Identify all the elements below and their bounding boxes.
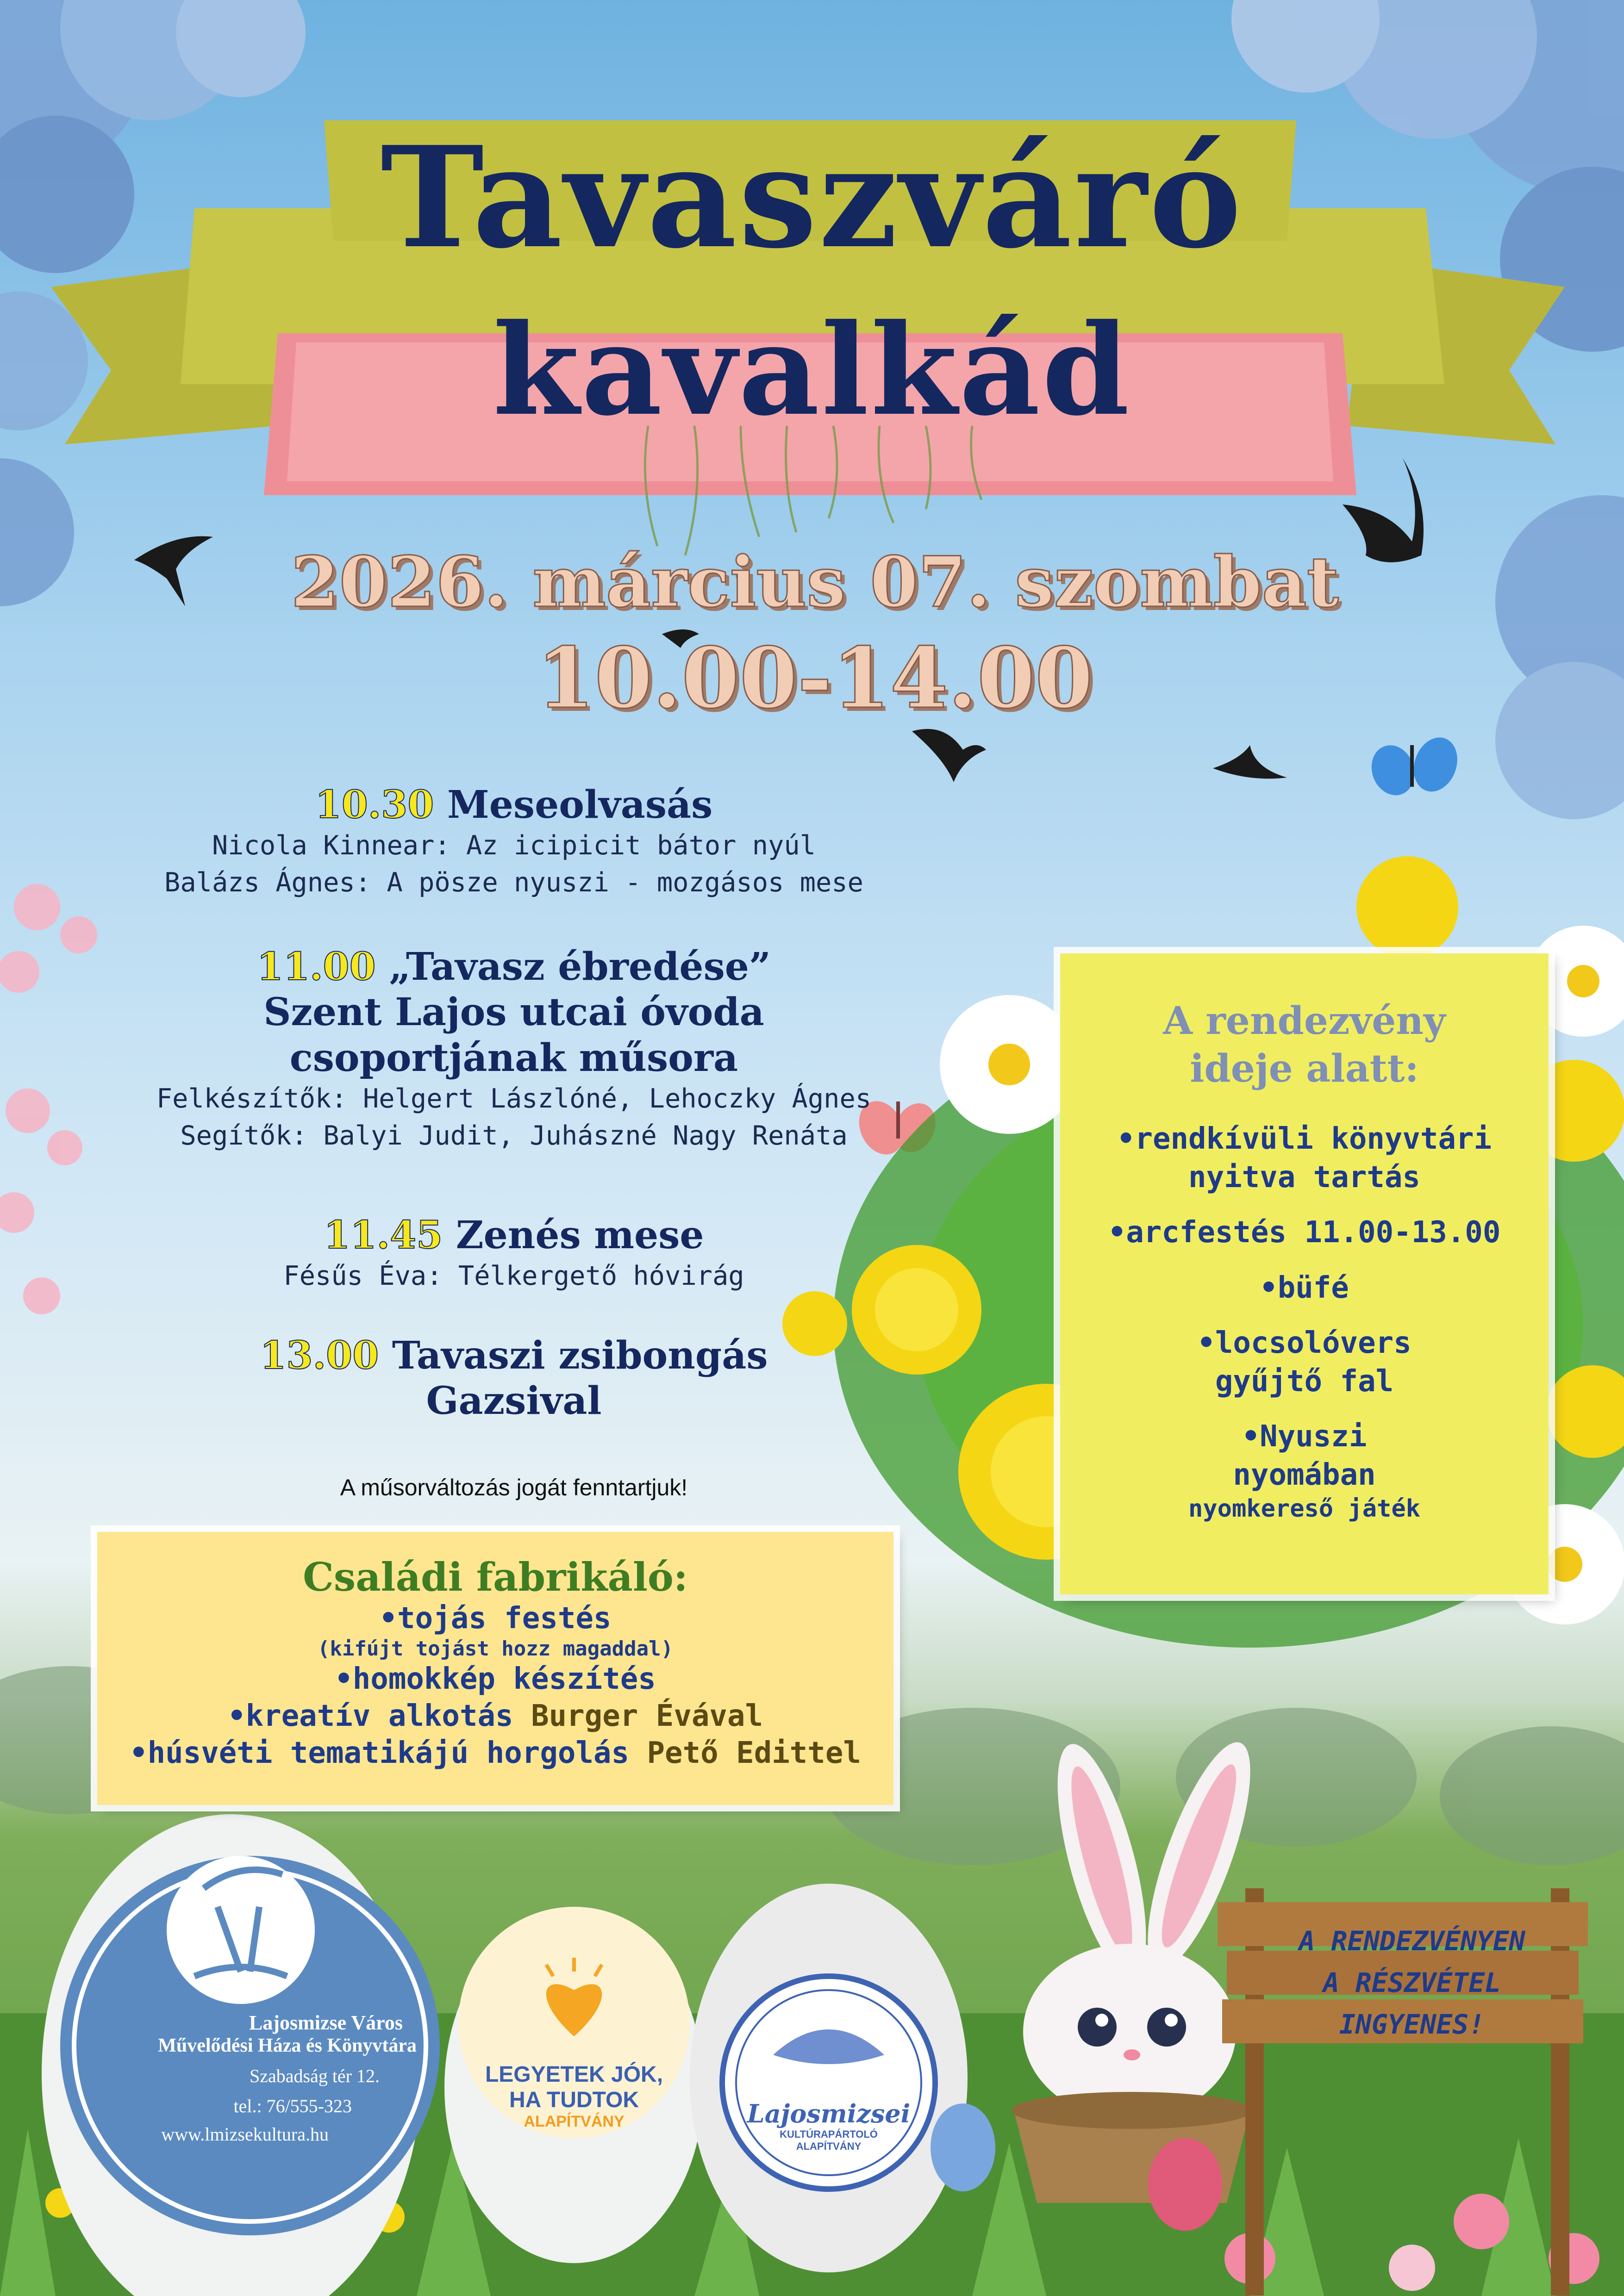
lajosmizsei-logo [722,1976,935,2189]
info-item: •büfé [1260,1270,1349,1305]
workshop-item [97,1698,893,1735]
programme-time: 13.00 [260,1333,379,1378]
foundation-2-line-1: Lajosmizsei [747,2099,911,2128]
programme-title-2: Szent Lajos utcai óvoda [263,990,764,1035]
title-line-1: Tavaszváró [381,116,1243,279]
organizer-name-1: Lajosmizse Város [249,2011,403,2034]
info-item-sub: nyomkereső játék [1188,1494,1420,1523]
butterfly-icon [1365,731,1465,801]
programme-item-1 [93,782,935,902]
programme-item-3 [93,1213,935,1295]
info-item: nyitva tartás [1188,1160,1420,1195]
info-heading-1: A rendezvény [1163,999,1446,1043]
info-item: nyomában [1233,1458,1376,1493]
sign-line-1: A RENDEZVÉNYEN [1299,1925,1525,1957]
programme-title: Zenés mese [456,1213,704,1257]
programme-time: 11.45 [324,1213,443,1257]
programme-time: 10.30 [315,783,434,827]
organizer-address: Szabadság tér 12. [249,2066,380,2086]
programme-detail: Balázs Ágnes: A pösze nyuszi - mozgásos mese [164,867,863,898]
organizer-logo-text [79,2011,421,2145]
programme-item-2 [93,944,935,1155]
info-item: gyűjtő fal [1215,1364,1394,1399]
title-line-2: kavalkád [493,296,1131,443]
workshop-box [97,1532,893,1805]
programme-detail: Segítők: Balyi Judit, Juhászné Nagy Renáta [180,1120,848,1151]
workshop-heading: Családi fabrikáló: [303,1554,688,1600]
workshop-item: •homokkép készítés [335,1662,656,1696]
workshop-item-name: Pető Edittel [647,1736,861,1770]
programme-detail: Felkészítők: Helgert Lászlóné, Lehoczky Ágnes [156,1083,872,1114]
programme-item-4 [93,1333,935,1424]
programme-note [93,1474,935,1501]
programme-title: „Tavasz ébredése” [389,945,771,989]
info-item: •locsolóvers [1197,1325,1412,1360]
info-item: •Nyuszi [1242,1419,1367,1454]
workshop-item-sub: (kifújt tojást hozz magaddal) [317,1637,674,1661]
programme-title: Tavaszi zsibongás [392,1333,768,1378]
foundation-1-text [477,2062,671,2131]
event-time: 10.00-14.00 [537,629,1093,727]
event-date: 2026. március 07. szombat [291,541,1339,623]
programme-detail: Nicola Kinnear: Az icipicit bátor nyúl [212,830,816,861]
programme-detail: Fésűs Éva: Télkergető hóvirág [283,1261,744,1292]
foundation-1-line-1: LEGYETEK JÓK, [485,2062,663,2087]
foundation-1-line-3: ALAPÍTVÁNY [524,2113,625,2130]
info-item: •arcfestés 11.00-13.00 [1108,1215,1501,1250]
foundation-2-text [741,2099,917,2153]
workshop-item-name: Burger Évával [531,1699,763,1733]
info-item: •rendkívüli könyvtári [1117,1122,1492,1156]
sign-text [1231,1921,1593,2046]
reader-figure-icon [167,1856,315,2004]
foundation-1-line-2: HA TUDTOK [509,2088,639,2112]
workshop-item-text: •húsvéti tematikájú horgolás [130,1736,629,1770]
workshop-item [97,1735,893,1772]
workshop-item: •tojás festés [379,1601,612,1636]
info-heading-2: ideje alatt: [1190,1046,1419,1091]
programme-title: Meseolvasás [447,783,713,827]
organizer-web: www.lmizsekultura.hu [161,2124,329,2145]
foundation-2-line-2: KULTÚRAPÁRTOLÓ [780,2128,878,2140]
programme-title-2: Gazsival [426,1379,602,1424]
sign-line-3: INGYENES! [1339,2008,1485,2040]
sign-line-2: A RÉSZVÉTEL [1323,1966,1501,1998]
note-text: A műsorváltozás jogát fenntartjuk! [340,1475,688,1500]
programme-title-3: csoportjának műsora [289,1035,738,1080]
info-box [1060,953,1549,1594]
organizer-name-2: Művelődési Háza és Könyvtára [158,2035,417,2056]
workshop-item-text: •kreatív alkotás [228,1699,513,1733]
organizer-phone: tel.: 76/555-323 [233,2096,352,2116]
foundation-2-line-3: ALAPÍTVÁNY [796,2140,862,2152]
programme-time: 11.00 [256,945,376,989]
blossoms-left [0,884,97,1314]
